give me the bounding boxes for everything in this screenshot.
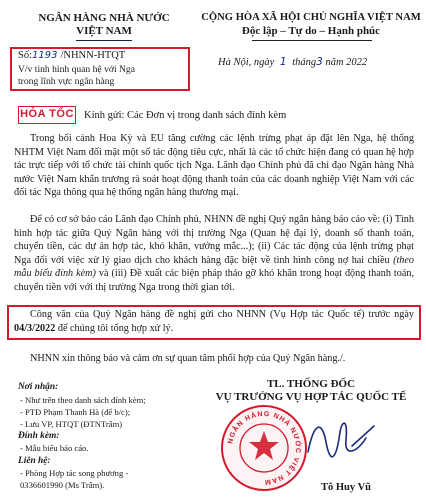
paragraph-2-main: Để có cơ sở báo cáo Lãnh đạo Chính phủ, NHNN đề nghị Quý ngân hàng báo cáo về: (i) Tình hình hợp tác giữa Quý Ngân hàng với thị trường Nga (Quan hệ đại lý, doanh số thanh toán, chuyển tiền, các dự án hợp tác, khó khăn, vướng mắc...); (ii) Các tác động của lệnh trừng phạt Nga đối với việc xử lý giao dịch cho khách hàng đặc biệt về tình hình công nợ hai chiều: [14, 214, 414, 266]
date-day: 1: [279, 56, 287, 68]
paragraph-3-end: để chúng tôi tổng hợp xử lý.: [57, 322, 174, 334]
body-paragraph-3: [14, 308, 414, 335]
recipient-line: Kính gửi: Các Đơn vị trong danh sách đính kèm: [84, 110, 287, 121]
issuer-name-line2: VIỆT NAM: [76, 25, 132, 37]
national-motto-line1: CỘNG HÒA XÃ HỘI CHỦ NGHĨA VIỆT NAM: [201, 12, 421, 23]
doc-number-handwritten: 1193: [32, 50, 58, 61]
distribution-item: - PTĐ Phạm Thanh Hà (để b/c);: [20, 407, 131, 417]
handwritten-signature: [300, 412, 380, 472]
distribution-item: - Lưu VP, HTQT (ĐTNTrâm): [20, 419, 123, 429]
subject-line1: V/v tình hình quan hệ với Nga: [18, 64, 135, 75]
contact-title: Liên hệ:: [18, 456, 51, 466]
body-paragraph-1: Trong bối cảnh Hoa Kỳ và EU tăng cường các lệnh trừng phạt áp đặt lên Nga, hệ thống NHTM Việt Nam đối mặt một số tác động tiêu cực, nhất là các tổ chức hiện đang có quan hệ hợp tác trực tiếp với tổ chức tài chính quốc tịch Nga. Lãnh đạo Chính phủ đã chỉ đạo Ngân hàng Nhà nước Việt Nam khẩn trương rà soát hoạt động thanh toán của các doanh nghiệp Việt Nam với các đối tác Nga thông qua hệ thống ngân hàng thương mại.: [14, 133, 414, 199]
paragraph-2-end: và (iii) Đề xuất các biện pháp tháo gỡ khó khăn trong hoạt động thanh toán, chuyển tiền với với thị trường Nga trong thời gian tới.: [14, 268, 414, 293]
date-month: 3: [316, 56, 323, 68]
body-paragraph-2: [14, 213, 414, 295]
national-motto-line2: Độc lập – Tự do – Hạnh phúc: [241, 25, 381, 37]
contact-item: - Phòng Hợp tác song phương -: [20, 468, 129, 478]
issuer-name-line1: NGÂN HÀNG NHÀ NƯỚC: [38, 12, 170, 24]
motto-underline: [252, 40, 372, 41]
attachment-title: Đính kèm:: [18, 431, 60, 441]
contact-item: 0336601990 (Ms Trâm).: [20, 480, 105, 490]
deadline-date: 04/3/2022: [14, 322, 56, 334]
paragraph-3-main: Công văn của Quý Ngân hàng đề nghị gửi cho NHNN (Vụ Hợp tác Quốc tế) trước ngày: [30, 309, 414, 320]
signature-title-2: VỤ TRƯỞNG VỤ HỢP TÁC QUỐC TẾ: [215, 391, 407, 403]
attachment-item: - Mẫu biểu báo cáo.: [20, 443, 89, 453]
distribution-item: - Như trên theo danh sách đính kèm;: [20, 395, 146, 405]
signer-name: Tô Huy Vũ: [321, 482, 371, 493]
official-seal: [220, 404, 308, 492]
distribution-title: Nơi nhận:: [18, 382, 59, 392]
date-place: Hà Nội, ngày: [218, 57, 275, 68]
signature-title-1: TL. THỐNG ĐỐC: [266, 378, 356, 390]
date-month-label: tháng: [292, 57, 317, 68]
subject-line2: trong lĩnh vực ngân hàng: [18, 76, 115, 87]
paragraph-2-italic-note: (theo mẫu biểu đính kèm): [14, 254, 414, 280]
date-line: [218, 56, 367, 68]
doc-number: [18, 50, 125, 61]
doc-number-prefix: Số:: [18, 50, 33, 61]
date-year: năm 2022: [325, 57, 368, 68]
seal-ring-text: NGÂN HÀNG NHÀ NƯỚC VIỆT NAM: [227, 410, 302, 486]
issuer-underline: [76, 40, 132, 41]
urgent-stamp: HỎA TỐC: [18, 106, 76, 124]
body-paragraph-4: NHNN xin thông báo và cảm ơn sự quan tâm phối hợp của Quý Ngân hàng./.: [30, 353, 346, 364]
doc-number-suffix: /NHNN-HTQT: [60, 50, 126, 61]
